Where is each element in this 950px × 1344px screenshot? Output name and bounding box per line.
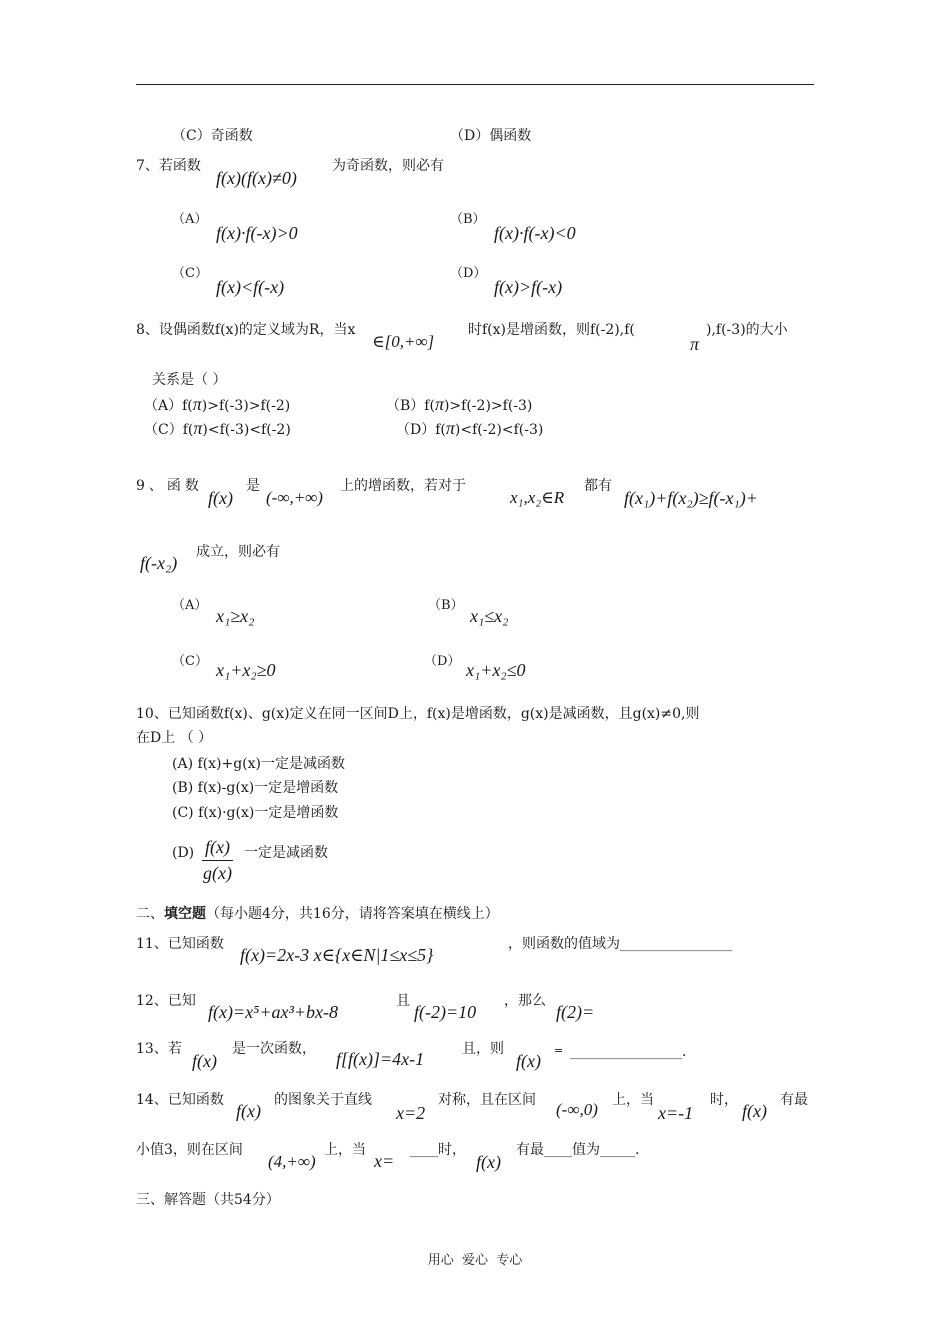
q13-stem-prefix: 13、若 [136, 1041, 182, 1057]
q7-stem-prefix: 7、若函数 [136, 158, 201, 174]
q9-math-c: x₁+x₂≥0 [216, 660, 276, 680]
q9-fx: f(x) [208, 488, 233, 508]
section2-prefix: 二、 [136, 906, 164, 922]
q8-option-c [144, 418, 291, 440]
q9-interval: (-∞,+∞) [266, 488, 323, 507]
q8-option-a-pi: π [192, 394, 202, 414]
q10-fraction [200, 838, 235, 884]
page-footer: 用心 爱心 专心 [427, 1253, 523, 1268]
q10-option-c: (C) f(x)·g(x)一定是增函数 [172, 805, 339, 821]
q9-line2-math: f(-x₂) [140, 553, 178, 573]
q7-label-a: （A） [172, 212, 208, 227]
q8-line2: 关系是（ ） [152, 372, 227, 388]
q7-label-b: （B） [450, 212, 486, 227]
q13-fx2: f(x) [516, 1051, 541, 1071]
q13-math: f[f(x)]=4x-1 [336, 1049, 425, 1069]
q9-inequality: f(x₁)+f(x₂)≥f(-x₁)+ [624, 488, 758, 508]
q13-and: 且，则 [462, 1041, 504, 1057]
q9-line2-text: 成立，则必有 [196, 544, 280, 560]
q8-option-d [396, 418, 543, 440]
q14-x-eq: x=-1 [658, 1103, 694, 1123]
q8-stem-mid: 时f(x)是增函数，则f(-2),f( [468, 322, 635, 338]
q14-mid4: 时， [710, 1092, 738, 1108]
section2-title: 填空题 [164, 906, 206, 922]
q14-line2-mid: 上，当 [324, 1142, 366, 1158]
q12-then: ，那么 [504, 993, 546, 1009]
q13-blank: ________________. [570, 1044, 687, 1060]
q6-option-d: （D）偶函数 [450, 128, 532, 144]
q7-math-a: f(x)·f(-x)>0 [216, 223, 298, 243]
q10-option-d-text: 一定是减函数 [244, 845, 328, 861]
q14-fx2: f(x) [742, 1101, 767, 1121]
q12-math-3: f(2)= [556, 1002, 595, 1022]
q14-line-eq: x=2 [396, 1103, 426, 1123]
q11-stem-prefix: 11、已知函数 [136, 936, 224, 952]
q8-option-d-suffix: )<f(-2)<f(-3) [454, 422, 544, 438]
q14-fx: f(x) [236, 1101, 261, 1121]
q8-option-b [386, 394, 532, 416]
q7-stem-suffix: 为奇函数，则必有 [332, 158, 444, 174]
q8-pi: π [690, 334, 700, 354]
q7-math-c: f(x)<f(-x) [216, 277, 285, 297]
q6-option-c: （C）奇函数 [172, 128, 253, 144]
q13-fx: f(x) [192, 1051, 217, 1071]
q8-stem-prefix: 8、设偶函数f(x)的定义域为R，当x [136, 322, 356, 338]
q7-label-c: （C） [172, 266, 208, 281]
q8-option-b-prefix: （B）f( [386, 398, 435, 414]
q9-label-a: （A） [172, 598, 208, 613]
q10-option-b: (B) f(x)-g(x)一定是增函数 [172, 780, 339, 796]
q8-option-c-pi: π [193, 418, 203, 438]
header-rule [136, 84, 814, 85]
q14-mid1: 的图象关于直线 [274, 1092, 372, 1108]
q14-interval-2: (4,+∞) [268, 1152, 316, 1171]
q14-line2-end: 有最____值为_____. [516, 1142, 640, 1158]
q14-fx3: f(x) [476, 1152, 501, 1172]
q9-label-b: （B） [428, 598, 464, 613]
q9-math-a: x₁≥x₂ [216, 606, 255, 626]
q14-stem-prefix: 14、已知函数 [136, 1092, 224, 1108]
q7-label-d: （D） [450, 266, 487, 281]
q8-option-c-suffix: )<f(-3)<f(-2) [202, 422, 291, 438]
q13-equals: = [554, 1044, 564, 1057]
q14-end1: 有最 [780, 1092, 808, 1108]
q8-stem-suffix: ),f(-3)的大小 [706, 322, 788, 338]
q8-option-a-prefix: （A）f( [144, 398, 193, 414]
q7-math-b: f(x)·f(-x)<0 [494, 223, 576, 243]
q9-math-b: x₁≤x₂ [470, 606, 509, 626]
q9-is: 是 [246, 478, 260, 494]
q9-vars: x₁,x₂∈R [510, 488, 565, 507]
q7-math-d: f(x)>f(-x) [494, 277, 563, 297]
section2-note: （每小题4分，共16分，请将答案填在横线上） [206, 906, 499, 922]
q14-mid2: 对称，且在区间 [438, 1092, 536, 1108]
q8-interval: ∈[0,+∞] [372, 332, 435, 351]
q8-option-b-pi: π [434, 394, 444, 414]
q10-fraction-denominator: g(x) [203, 862, 232, 883]
q14-line2-prefix: 小值3，则在区间 [136, 1142, 243, 1158]
q10-line2: 在D上 （ ） [136, 730, 213, 746]
q8-option-c-prefix: （C）f( [144, 422, 194, 438]
q10-option-a: (A) f(x)+g(x)一定是减函数 [172, 756, 345, 772]
q14-mid3: 上，当 [612, 1092, 654, 1108]
q9-label-d: （D） [424, 654, 461, 669]
q9-stem-mid: 上的增函数，若对于 [340, 478, 466, 494]
q12-and: 且 [396, 993, 410, 1009]
q8-option-d-pi: π [445, 418, 455, 438]
q10-fraction-numerator: f(x) [202, 838, 233, 861]
section2-heading [136, 906, 499, 923]
q12-math-1: f(x)=x⁵+ax³+bx-8 [208, 1002, 339, 1022]
q8-option-d-prefix: （D）f( [396, 422, 446, 438]
q14-interval-1: (-∞,0) [556, 1100, 598, 1119]
q11-stem-suffix: ，则函数的值域为________________ [508, 936, 732, 952]
q8-option-a-suffix: )>f(-3)>f(-2) [201, 398, 291, 414]
q11-math: f(x)=2x-3 x∈{x∈N|1≤x≤5} [240, 945, 434, 965]
q8-option-a [144, 394, 290, 416]
q9-math-d: x₁+x₂≤0 [466, 660, 526, 680]
q12-stem-prefix: 12、已知 [136, 993, 196, 1009]
q13-mid: 是一次函数， [232, 1041, 316, 1057]
q9-stem-prefix: 9、函数 [136, 478, 203, 494]
q14-x-blank: x= [374, 1151, 395, 1171]
section3-heading: 三、解答题（共54分） [136, 1192, 280, 1208]
q8-option-b-suffix: )>f(-2)>f(-3) [443, 398, 533, 414]
q12-math-2: f(-2)=10 [414, 1002, 477, 1022]
q9-all: 都有 [584, 478, 612, 494]
q9-label-c: （C） [172, 654, 208, 669]
q14-line2-blank: ____时， [410, 1142, 466, 1158]
q7-stem-math: f(x)(f(x)≠0) [216, 168, 297, 188]
q10-line1: 10、已知函数f(x)、g(x)定义在同一区间D上，f(x)是增函数，g(x)是减函数，且g(x)≠0,则 [136, 706, 700, 722]
q10-label-d: (D) [172, 845, 195, 861]
